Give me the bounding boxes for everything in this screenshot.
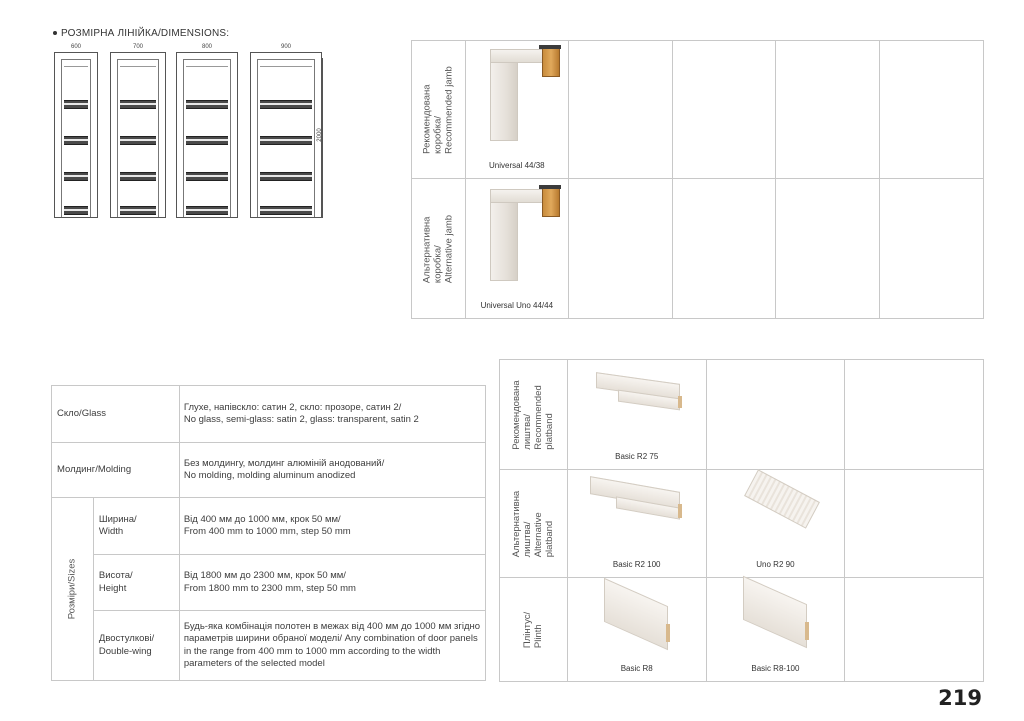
table-row [52,443,486,498]
width-label: Ширина/ Width [93,498,179,555]
product-cell [567,360,706,470]
door-drawing-800 [176,52,238,218]
spec-table [51,385,486,681]
product-cell [706,470,845,578]
door-drawing-600 [54,52,98,218]
product-cell [706,578,845,682]
double-wing-value: Будь-яка комбінація полотен в межах від 400 мм до 1000 мм згідно параметрів ширини обраної моделі/ Any combination of door panels in the range from 400 mm to 1000 mm according to the width parameters of the selected model [179,611,485,681]
table-row [52,611,486,681]
jamb-image [490,183,562,283]
empty-cell [706,360,845,470]
width-label-800: 800 [201,44,212,50]
product-cell [567,470,706,578]
table-row [412,179,984,319]
width-label-600: 600 [70,44,81,50]
product-name: Universal 44/38 [489,161,545,170]
door-drawing-900 [250,52,322,218]
empty-cell [568,41,672,179]
door-drawing-700 [110,52,166,218]
product-name: Basic R2 100 [612,560,661,569]
product-cell [465,41,568,179]
table-row [500,578,984,682]
plinth-image [604,578,668,650]
empty-cell [776,41,880,179]
sizes-label: Розміри/Sizes [52,498,94,681]
table-row [52,498,486,555]
empty-cell [672,179,776,319]
width-label-700: 700 [132,44,143,50]
empty-cell [776,179,880,319]
table-row [412,41,984,179]
platband-table [499,359,984,682]
height-value: Від 1800 мм до 2300 мм, крок 50 мм/ From 1800 mm to 2300 mm, step 50 mm [179,555,485,611]
alternative-jamb-header: Альтернативна коробка/ Alternative jamb [412,179,466,319]
plinth-image [743,576,807,648]
empty-cell [845,578,984,682]
table-row [500,470,984,578]
product-name: Basic R2 75 [615,452,659,461]
wood-edge [678,504,682,518]
empty-cell [672,41,776,179]
product-name: Uno R2 90 [756,560,795,569]
table-row [52,555,486,611]
platband-image [744,469,820,528]
empty-cell [880,41,984,179]
page-number: 219 [938,686,982,710]
empty-cell [568,179,672,319]
dimensions-title: РОЗМІРНА ЛІНІЙКА/DIMENSIONS: [53,28,229,39]
glass-value: Глухе, напівскло: сатин 2, скло: прозоре, сатин 2/ No glass, semi-glass: satin 2, glass: transparent, satin 2 [179,386,485,443]
jamb-image [490,43,562,143]
double-wing-label: Двостулкові/ Double-wing [93,611,179,681]
wood-edge [678,396,682,408]
height-label: Висота/ Height [93,555,179,611]
plinth-header: Плінтус/ Plinth [500,578,568,682]
molding-value: Без молдингу, молдинг алюміній анодований/ No molding, molding aluminum anodized [179,443,485,498]
table-row [52,386,486,443]
molding-label: Молдинг/Molding [52,443,180,498]
wood-edge [805,622,809,640]
table-row [500,360,984,470]
empty-cell [845,470,984,578]
product-cell [465,179,568,319]
jamb-table [411,40,984,319]
bullet-icon [53,31,57,35]
height-label-2000: 2000 [317,128,323,142]
wood-edge [666,624,670,642]
recommended-jamb-header: Рекомендована коробка/ Recommended jamb [412,41,466,179]
product-name: Universal Uno 44/44 [480,301,554,310]
width-label-900: 900 [280,44,291,50]
product-name: Basic R8 [620,664,653,673]
recommended-platband-header: Рекомендована лиштва/ Recommended platband [500,360,568,470]
empty-cell [845,360,984,470]
alternative-platband-header: Альтернативна лиштва/ Alternative platband [500,470,568,578]
product-cell [567,578,706,682]
glass-label: Скло/Glass [52,386,180,443]
product-name: Basic R8-100 [751,664,800,673]
empty-cell [880,179,984,319]
width-value: Від 400 мм до 1000 мм, крок 50 мм/ From 400 mm to 1000 mm, step 50 mm [179,498,485,555]
